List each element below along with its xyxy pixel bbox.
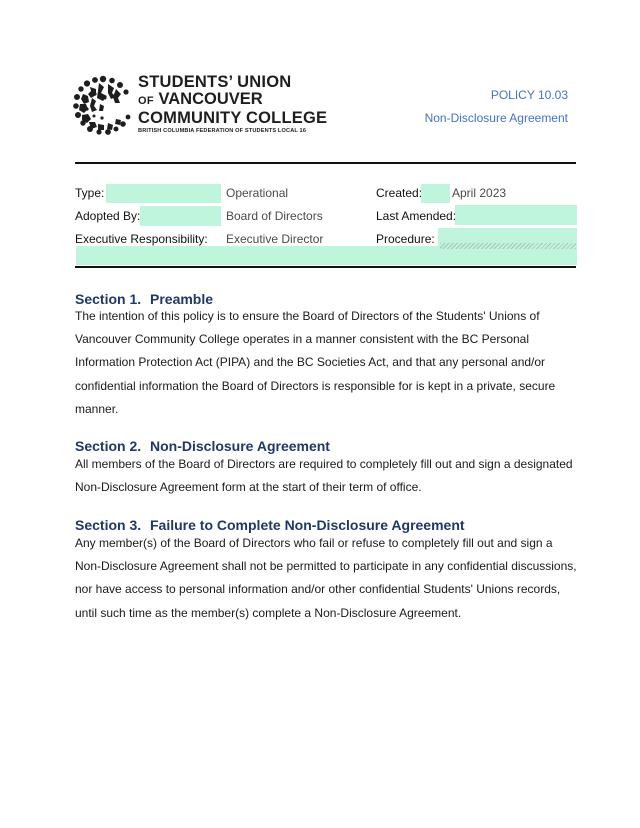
section-1-title: Preamble (150, 291, 214, 307)
executive-responsibility-label: Executive Responsibility: (75, 232, 208, 246)
logo-line-3: COMMUNITY COLLEGE (138, 109, 328, 127)
section-3-heading (75, 517, 465, 533)
logo-line-1: STUDENTS’ UNION (138, 73, 292, 91)
logo-line-2-rest: VANCOUVER (158, 90, 263, 108)
header-divider-top (75, 162, 576, 164)
policy-name: Non-Disclosure Agreement (424, 111, 568, 125)
logo-line-2 (138, 91, 327, 110)
section-2-heading (75, 438, 330, 454)
section-3-body (75, 532, 575, 625)
procedure-label: Procedure: (376, 232, 435, 246)
section-1-body (75, 305, 575, 421)
section-2-line: All members of the Board of Directors are required to completely fill out and sign a designated (75, 457, 573, 471)
section-1-line: confidential information the Board of Directors is responsible for is kept in a private, secure (75, 378, 556, 393)
section-2-line: Non-Disclosure Agreement form at the start of their term of office. (75, 480, 422, 495)
section-3-line: nor have access to personal information and/or other confidential Students' Unions records, (75, 582, 561, 597)
last-amended-label: Last Amended: (376, 209, 457, 223)
type-label: Type: (75, 186, 105, 200)
section-3-line: Non-Disclosure Agreement shall not be permitted to participate in any confidential discussions, (75, 559, 577, 574)
section-3-title: Failure to Complete Non-Disclosure Agreement (150, 517, 465, 533)
adopted-by-label: Adopted By: (75, 209, 141, 223)
section-1-number: Section 1. (75, 291, 142, 307)
type-value: Operational (226, 186, 289, 200)
created-field-highlight (421, 184, 450, 203)
section-3-number: Section 3. (75, 517, 142, 533)
executive-responsibility-value: Executive Director (226, 232, 324, 246)
section-2-title: Non-Disclosure Agreement (150, 438, 330, 454)
created-value: April 2023 (452, 186, 507, 200)
adopted-by-value: Board of Directors (226, 209, 323, 223)
section-2-number: Section 2. (75, 438, 142, 454)
type-field-highlight (106, 184, 221, 203)
logo-line-2-of: OF (138, 95, 154, 107)
last-amended-field (455, 205, 577, 225)
section-2-body (75, 453, 575, 499)
procedure-hatch (440, 243, 576, 249)
header-divider-bottom (75, 266, 576, 268)
adopted-field-highlight (140, 206, 221, 226)
logo-line-4: BRITISH COLUMBIA FEDERATION OF STUDENTS LOCAL 16 (138, 128, 307, 134)
section-3-line: until such time as the member(s) complete a Non-Disclosure Agreement. (75, 605, 462, 620)
circle-of-people-icon (72, 74, 134, 136)
organization-logo (72, 73, 328, 136)
section-1-line: Information Protection Act (PIPA) and the BC Societies Act, and that any personal and/or (75, 355, 546, 370)
logo-wordmark (138, 74, 327, 136)
created-label: Created: (376, 186, 423, 200)
section-1-line: The intention of this policy is to ensure the Board of Directors of the Students' Unions of (75, 309, 540, 323)
policy-number: POLICY 10.03 (490, 88, 568, 102)
section-1-line: Vancouver Community College operates in a manner consistent with the BC Personal (75, 332, 530, 347)
section-3-line: Any member(s) of the Board of Directors who fail or refuse to completely fill out and sign a (75, 536, 553, 550)
section-1-line: manner. (75, 401, 119, 416)
